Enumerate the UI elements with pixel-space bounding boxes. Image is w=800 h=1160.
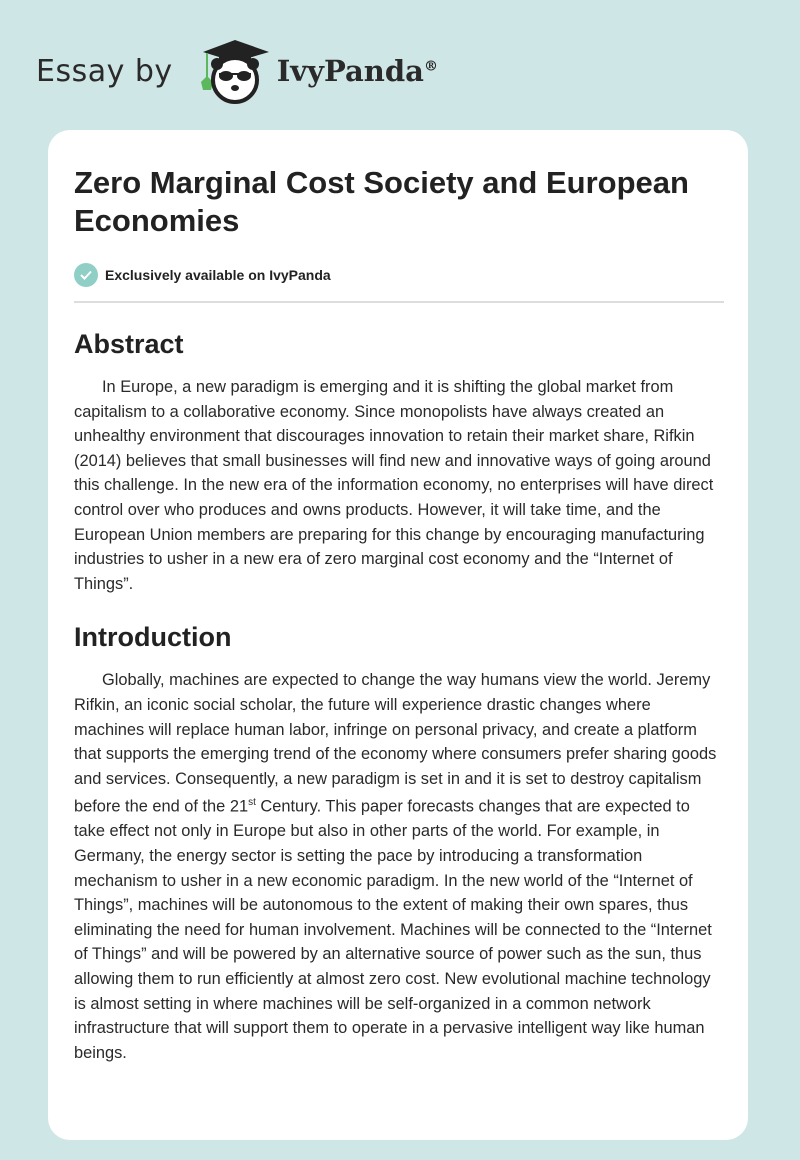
ordinal-suffix: st [248, 797, 256, 809]
intro-text-part2: Century. This paper forecasts changes that are expected to take effect not only in Europe but also in other parts of the world. For example, in Germany, the energy sector is setting the pace by introducing a transformation mechanism to usher in a new economic paradigm. In the new world of the “Internet of Things”, machines will be autonomous to the extent of making their own spares, thus eliminating the need for human involvement. Machines will be connected to the “Internet of Things” and will be powered by an alternative source of power such as the sun, thus allowing them to run efficiently at almost zero cost. New evolutional machine technology is almost setting in where machines will be self-organized in a common network infrastructure that will support them to operate in a pervasive intelligent way like human beings. [74, 797, 712, 1062]
essay-title: Zero Marginal Cost Society and European Economies [74, 165, 689, 238]
panda-logo-icon[interactable] [189, 36, 273, 106]
intro-text-part1: Globally, machines are expected to change the way humans view the world. Jeremy Rifkin, an iconic social scholar, the future will experience drastic changes where machines will replace human labor, infringe on personal privacy, and create a platform that supports the emerging trend of the economy where consumers prefer sharing goods and services. Consequently, a new paradigm is set in and it is set to destroy capitalism before the end of the 21 [74, 671, 717, 816]
brand-text: IvyPanda [276, 54, 424, 88]
introduction-paragraph [74, 668, 724, 1065]
brand-name[interactable] [277, 54, 438, 88]
abstract-heading: Abstract [74, 329, 184, 359]
site-header [36, 36, 438, 106]
essay-by-label: Essay by [36, 53, 173, 89]
check-icon [74, 263, 98, 287]
exclusive-badge [74, 263, 724, 287]
divider [74, 301, 724, 303]
registered-mark: ® [423, 58, 438, 75]
exclusive-label: Exclusively available on IvyPanda [105, 267, 331, 283]
abstract-paragraph: In Europe, a new paradigm is emerging and it is shifting the global market from capitalism to a collaborative economy. Since monopolists have always created an unhealthy environment that discourages innovation to retain their market share, Rifkin (2014) believes that small businesses will find new and innovative ways of going around this challenge. In the new era of the information economy, no enterprises will have direct control over who produces and owns products. However, it will take time, and the European Union members are preparing for this change by encouraging manufacturing industries to usher in a new era of zero marginal cost economy and the “Internet of Things”. [74, 378, 714, 593]
introduction-heading: Introduction [74, 622, 232, 653]
essay-card [48, 130, 748, 1140]
